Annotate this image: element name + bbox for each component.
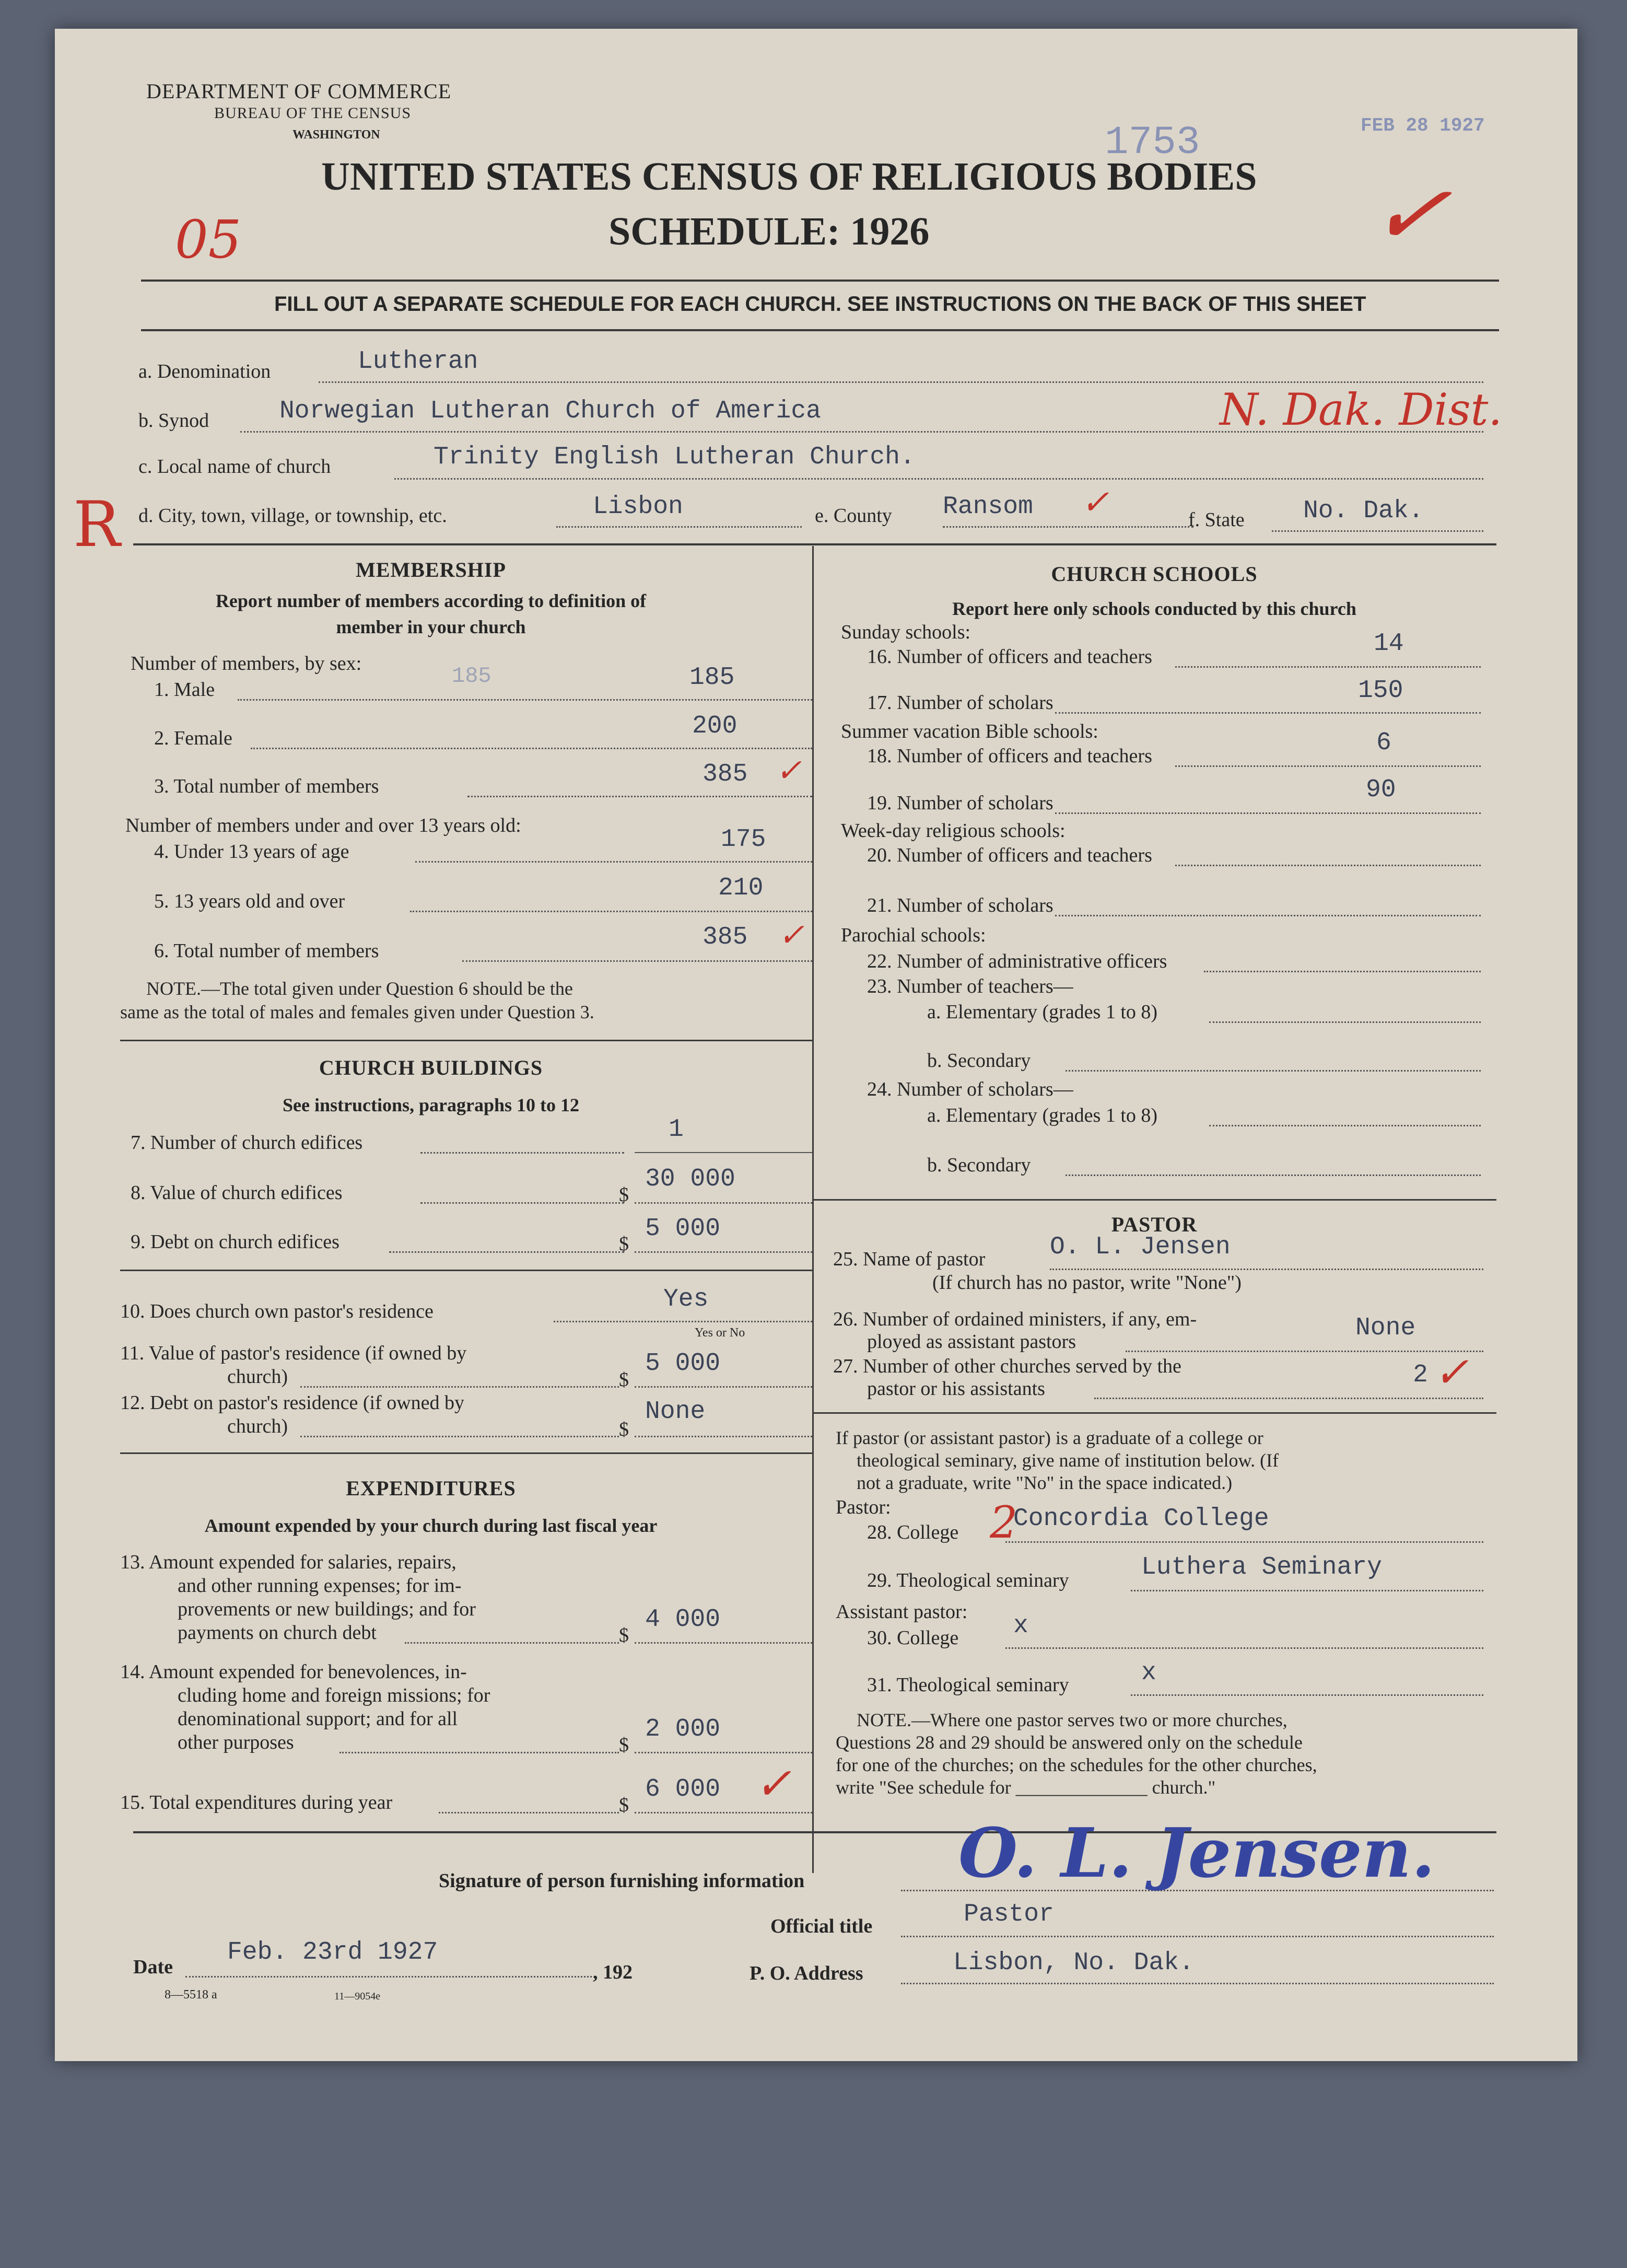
q8-label: 8. Value of church edifices (131, 1182, 343, 1204)
red-check-mark: ✓ (778, 917, 805, 953)
county-label: e. County (815, 505, 892, 527)
church-name-label: c. Local name of church (138, 456, 331, 478)
rule (120, 1040, 812, 1041)
pastor-note-line4: write "See schedule for ______________ church." (836, 1777, 1216, 1798)
q25-value: O. L. Jensen (1050, 1233, 1231, 1261)
rule (812, 1412, 1496, 1414)
synod-label: b. Synod (138, 410, 209, 432)
schools-subheading: Report here only schools conducted by this church (952, 598, 1356, 619)
assistant-pastor-label: Assistant pastor: (836, 1601, 968, 1623)
red-circled-number: 2 (990, 1497, 1018, 1548)
q22-label: 22. Number of administrative officers (867, 950, 1167, 972)
schedule-title: SCHEDULE: 1926 (608, 210, 930, 253)
vacation-schools-label: Summer vacation Bible schools: (841, 720, 1098, 742)
graduate-line3: not a graduate, write "No" in the space indicated.) (857, 1472, 1233, 1493)
dollar-sign: $ (619, 1233, 629, 1255)
q8-value: 30 000 (645, 1165, 735, 1193)
q16-label: 16. Number of officers and teachers (867, 646, 1152, 668)
bureau-label: BUREAU OF THE CENSUS (214, 104, 411, 122)
buildings-subheading: See instructions, paragraphs 10 to 12 (282, 1095, 580, 1115)
denomination-value: Lutheran (358, 347, 478, 376)
synod-value: Norwegian Lutheran Church of America (279, 397, 821, 425)
q2-label: 2. Female (154, 727, 232, 749)
q18-value: 6 (1376, 729, 1391, 757)
q6-value: 385 (703, 923, 748, 951)
dollar-sign: $ (619, 1624, 629, 1646)
red-check-mark: ✓ (1434, 1348, 1469, 1397)
dollar-sign: $ (619, 1734, 629, 1756)
q13-label-line1: 13. Amount expended for salaries, repairs, (120, 1551, 457, 1573)
buildings-heading: CHURCH BUILDINGS (319, 1056, 543, 1079)
membership-heading: MEMBERSHIP (356, 558, 506, 581)
rule (141, 329, 1499, 331)
pastor-heading: PASTOR (1111, 1213, 1198, 1236)
rule (133, 543, 1496, 545)
q5-label: 5. 13 years old and over (154, 890, 345, 912)
date-label: Date (133, 1956, 173, 1978)
form-code: 8—5518 a (165, 1988, 217, 2002)
census-schedule-sheet (55, 29, 1577, 2061)
q30-value: x (1013, 1612, 1028, 1640)
by-sex-label: Number of members, by sex: (131, 653, 362, 674)
q26-label-line2: ployed as assistant pastors (867, 1331, 1076, 1353)
q19-value: 90 (1366, 776, 1396, 804)
q13-label-line3: provements or new buildings; and for (178, 1598, 476, 1620)
q13-label-line2: and other running expenses; for im- (178, 1575, 462, 1597)
number-stamp: 1753 (1105, 120, 1200, 165)
q27-value: 2 (1413, 1361, 1428, 1389)
membership-note-line2: same as the total of males and females given under Question 3. (120, 1002, 594, 1022)
q12-value: None (645, 1398, 706, 1426)
q28-value: Concordia College (1013, 1505, 1269, 1533)
q26-label-line1: 26. Number of ordained ministers, if any, em- (833, 1308, 1197, 1330)
q4-label: 4. Under 13 years of age (154, 841, 349, 863)
membership-subheading: Report number of members according to definition of member in your church (215, 590, 647, 638)
pastor-note-line1: NOTE.—Where one pastor serves two or more churches, (857, 1709, 1287, 1730)
q10-hint: Yes or No (695, 1326, 745, 1340)
weekday-schools-label: Week-day religious schools: (841, 820, 1066, 842)
q17-value: 150 (1358, 677, 1403, 705)
column-divider (812, 546, 814, 1873)
po-address-label: P. O. Address (750, 1962, 863, 1984)
q12-label-line1: 12. Debt on pastor's residence (if owned by (120, 1392, 465, 1414)
q24a-label: a. Elementary (grades 1 to 8) (927, 1104, 1158, 1126)
q10-value: Yes (663, 1285, 709, 1313)
q14-label-line4: other purposes (178, 1731, 294, 1753)
expenditures-subheading: Amount expended by your church during last fiscal year (204, 1515, 658, 1536)
q14-value: 2 000 (645, 1715, 721, 1743)
q1-faint-value: 185 (452, 664, 491, 689)
q9-value: 5 000 (645, 1215, 721, 1243)
q15-label: 15. Total expenditures during year (120, 1792, 393, 1813)
rule (120, 1270, 812, 1271)
q27-label-line2: pastor or his assistants (867, 1378, 1045, 1400)
q12-label-line2: church) (227, 1415, 288, 1437)
pastor-sub-label: Pastor: (836, 1496, 891, 1518)
q28-label: 28. College (867, 1521, 959, 1543)
form-title: UNITED STATES CENSUS OF RELIGIOUS BODIES (321, 155, 1257, 199)
q18-label: 18. Number of officers and teachers (867, 745, 1152, 767)
denomination-label: a. Denomination (138, 360, 271, 382)
graduate-line2: theological seminary, give name of institution below. (If (857, 1450, 1279, 1471)
red-check-mark: ✓ (1364, 154, 1457, 274)
q14-label-line2: cluding home and foreign missions; for (178, 1684, 490, 1706)
q29-value: Luthera Seminary (1141, 1553, 1382, 1581)
dollar-sign: $ (619, 1369, 629, 1391)
red-code: 05 (175, 209, 242, 270)
q13-label-line4: payments on church debt (178, 1622, 377, 1644)
q27-label-line1: 27. Number of other churches served by the (833, 1355, 1181, 1377)
q23-label: 23. Number of teachers— (867, 975, 1073, 997)
signature-value: O. L. Jensen. (958, 1813, 1435, 1893)
q11-label-line2: church) (227, 1366, 288, 1388)
state-value: No. Dak. (1303, 497, 1424, 525)
q4-value: 175 (721, 825, 766, 854)
print-code: 11—9054e (334, 1991, 381, 2002)
instruction-line: FILL OUT A SEPARATE SCHEDULE FOR EACH CHURCH. SEE INSTRUCTIONS ON THE BACK OF THIS SHEET (274, 293, 1366, 316)
rule (120, 1452, 812, 1454)
q30-label: 30. College (867, 1627, 959, 1649)
district-annotation: N. Dak. Dist. (1220, 384, 1503, 435)
department-label: DEPARTMENT OF COMMERCE (146, 79, 452, 103)
membership-note-line1: NOTE.—The total given under Question 6 should be the (146, 978, 573, 999)
q31-label: 31. Theological seminary (867, 1674, 1069, 1696)
q20-label: 20. Number of officers and teachers (867, 844, 1152, 866)
q3-label: 3. Total number of members (154, 775, 379, 797)
red-check-mark: ✓ (755, 1758, 792, 1809)
date-stamp: FEB 28 1927 (1361, 115, 1485, 136)
official-title-label: Official title (770, 1915, 873, 1937)
po-address-value: Lisbon, No. Dak. (953, 1949, 1194, 1977)
q3-value: 385 (703, 760, 748, 788)
q1-label: 1. Male (154, 679, 215, 701)
parochial-schools-label: Parochial schools: (841, 924, 986, 946)
church-name-value: Trinity English Lutheran Church. (434, 443, 915, 471)
q1-value: 185 (689, 664, 735, 692)
q7-value: 1 (669, 1115, 684, 1144)
red-check-mark: ✓ (1081, 483, 1109, 522)
pastor-note-line2: Questions 28 and 29 should be answered only on the schedule (836, 1732, 1303, 1753)
q25-hint: (If church has no pastor, write "None") (932, 1272, 1242, 1294)
q15-value: 6 000 (645, 1775, 721, 1804)
city-value: Lisbon (593, 493, 683, 521)
official-title-value: Pastor (964, 1900, 1054, 1928)
dollar-sign: $ (619, 1418, 629, 1440)
q24b-label: b. Secondary (927, 1154, 1031, 1176)
q7-label: 7. Number of church edifices (131, 1132, 363, 1154)
city-field-label: d. City, town, village, or township, etc. (138, 505, 447, 527)
q29-label: 29. Theological seminary (867, 1569, 1069, 1591)
q14-label-line3: denominational support; and for all (178, 1708, 458, 1730)
city-label: WASHINGTON (292, 128, 380, 142)
q16-value: 14 (1374, 630, 1404, 658)
q17-label: 17. Number of scholars (867, 692, 1054, 714)
dollar-sign: $ (619, 1184, 629, 1206)
rule (812, 1199, 1496, 1201)
q26-value: None (1355, 1314, 1416, 1342)
sunday-schools-label: Sunday schools: (841, 621, 971, 643)
red-check-mark: ✓ (776, 752, 802, 789)
by-age-label: Number of members under and over 13 years old: (125, 815, 521, 836)
schools-heading: CHURCH SCHOOLS (1051, 562, 1258, 586)
q13-value: 4 000 (645, 1606, 721, 1634)
graduate-line1: If pastor (or assistant pastor) is a graduate of a college or (836, 1427, 1263, 1448)
q10-label: 10. Does church own pastor's residence (120, 1300, 434, 1322)
date-year-suffix: , 192 (593, 1961, 633, 1983)
q25-label: 25. Name of pastor (833, 1248, 986, 1270)
dollar-sign: $ (619, 1794, 629, 1816)
pastor-note-line3: for one of the churches; on the schedules for the other churches, (836, 1754, 1317, 1775)
q14-label-line1: 14. Amount expended for benevolences, in- (120, 1661, 467, 1683)
q19-label: 19. Number of scholars (867, 792, 1054, 814)
q9-label: 9. Debt on church edifices (131, 1231, 340, 1253)
expenditures-heading: EXPENDITURES (346, 1476, 516, 1500)
red-letter-r: R (73, 489, 121, 561)
q23b-label: b. Secondary (927, 1050, 1031, 1072)
signature-label: Signature of person furnishing information (439, 1870, 805, 1892)
date-value: Feb. 23rd 1927 (227, 1938, 438, 1967)
q24-label: 24. Number of scholars— (867, 1078, 1073, 1100)
q23a-label: a. Elementary (grades 1 to 8) (927, 1001, 1158, 1023)
state-label: f. State (1188, 509, 1245, 531)
rule (141, 280, 1499, 282)
q2-value: 200 (692, 712, 738, 740)
q11-value: 5 000 (645, 1350, 721, 1378)
q31-value: x (1141, 1659, 1156, 1687)
q11-label-line1: 11. Value of pastor's residence (if owned by (120, 1342, 467, 1364)
q5-value: 210 (718, 874, 764, 902)
q21-label: 21. Number of scholars (867, 894, 1054, 916)
county-value: Ransom (943, 493, 1033, 521)
q6-label: 6. Total number of members (154, 940, 379, 962)
